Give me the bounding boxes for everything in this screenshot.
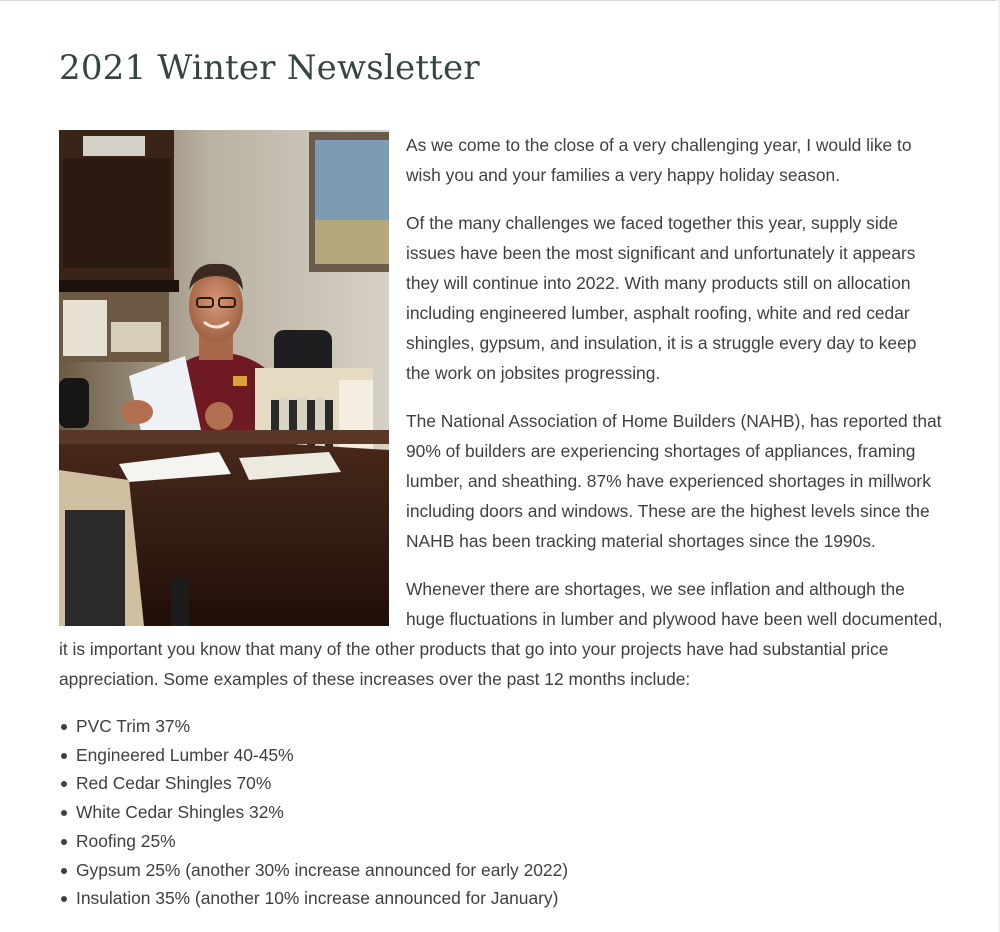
list-item-text: PVC Trim 37% [76, 716, 191, 736]
bullet-icon [61, 810, 67, 816]
list-item [59, 769, 944, 798]
newsletter-content [59, 38, 944, 913]
list-item [59, 856, 944, 885]
list-item-text: Roofing 25% [76, 830, 176, 851]
bullet-icon [61, 724, 67, 730]
list-item-text: Gypsum 25% (another 30% increase announced for early 2022) [76, 859, 569, 880]
list-item [59, 741, 944, 770]
list-item-text: Engineered Lumber 40-45% [76, 744, 294, 765]
list-item-text: Red Cedar Shingles 70% [76, 773, 272, 794]
office-photo [59, 130, 389, 626]
paragraph-greeting: As we come to the close of a very challenging year, I would like to wish you and your families a very happy holiday season. [406, 135, 912, 185]
page-title: 2021 Winter Newsletter [59, 48, 480, 88]
list-item-text: Insulation 35% (another 10% increase announced for January) [76, 888, 559, 909]
paragraph-supply-issues: Of the many challenges we faced together this year, supply side issues have been the most significant and unfortunately it appears they will continue into 2022. With many products still on allocation including engineered lumber, asphalt roofing, white and red cedar shingles, gypsum, and insulation, it is a struggle every day to keep the work on jobsites progressing. [406, 213, 917, 383]
top-border [0, 0, 1000, 1]
bullet-icon [61, 896, 67, 902]
list-item [59, 798, 944, 827]
paragraph-nahb-report: The National Association of Home Builders (NAHB), has reported that 90% of builders are experiencing shortages of appliances, framing lumber, and sheathing. 87% have experienced shortages in millwork including doors and windows. These are the highest levels since the NAHB has been tracking material shortages since the 1990s. [406, 411, 942, 551]
paragraph-inflation: Whenever there are shortages, we see inflation and although the huge fluctuations in lumber and plywood have been well documented, it is important you know that many of the other products that go into your projects have had substantial price appreciation. Some examples of these increases over the past 12 months include: [59, 579, 943, 689]
bullet-icon [61, 781, 67, 787]
bullet-icon [61, 868, 67, 874]
list-item [59, 827, 944, 856]
list-item [59, 884, 944, 913]
list-item-text: White Cedar Shingles 32% [76, 802, 284, 823]
article-body [59, 130, 944, 913]
bullet-icon [61, 839, 67, 845]
price-increase-list [59, 712, 944, 913]
bullet-icon [61, 753, 67, 759]
list-item [59, 712, 944, 741]
